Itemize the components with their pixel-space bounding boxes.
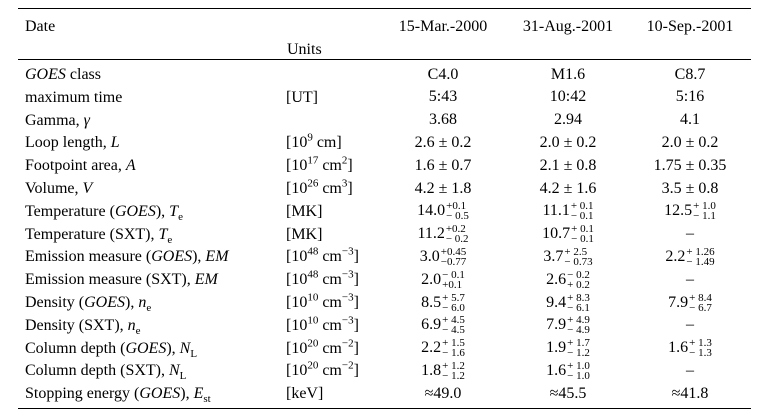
uncertainty-upper: + 8.4 [689,291,712,304]
table-row [0,382,759,405]
label-symbol: GOES [84,294,125,311]
row-label [25,247,229,267]
uncertainty-upper: +0.2 [445,223,466,236]
value-uncertainty [442,270,465,290]
value-main: C8.7 [674,65,706,83]
unit-text: cm [318,180,342,197]
label-text: ), [180,385,194,403]
uncertainty-lower: − 4.9 [567,324,590,337]
uncertainty-lower: − 0.1 [571,233,594,246]
value-cell [503,314,633,337]
uncertainty-lower: − 1.3 [689,347,712,360]
unit-text: [10 [286,248,308,266]
uncertainty-upper: + 1.26 [686,245,715,258]
value-cell [503,291,633,314]
value-main: 1.8 [421,361,442,379]
value-cell [378,268,508,291]
value-cell [503,200,633,223]
value-main: 1.9 [546,339,567,357]
value-cell [625,245,755,268]
value-main: 14.0 [417,202,446,220]
table-row [0,337,759,360]
value-cell [503,109,633,132]
label-subscript: e [135,324,141,337]
unit-text: [10 [286,180,308,197]
value-cell [625,268,755,291]
label-text: Column depth ( [25,339,126,357]
value-uncertainty [567,293,590,313]
label-text: class [65,66,101,83]
uncertainty-upper: + 1.5 [442,337,465,350]
table-row [0,223,759,246]
uncertainty-upper: +0.45 [440,245,467,258]
label-text: Density (SXT), [25,316,128,334]
value-main: 1.6 [546,361,567,379]
value-uncertainty [564,247,592,267]
value-main: 3.5 ± 0.8 [661,179,719,197]
label-text: maximum time [25,88,123,106]
value-cell [378,177,508,200]
uncertainty-upper: + 2.5 [564,245,588,258]
value-uncertainty [567,338,590,358]
value-cell [378,131,508,154]
value-main: 3.68 [429,111,457,129]
value-main: 1.6 [668,339,689,357]
label-text: ), [125,294,139,311]
row-unit [286,179,353,199]
value-cell [378,223,508,246]
row-unit: [MK] [286,202,323,220]
value-cell [378,359,508,382]
value-main: 11.1 [542,202,570,220]
label-text: ), [155,202,170,220]
unit-text: ] [347,157,353,175]
value-main: 5:43 [428,88,458,106]
unit-exponent: 26 [307,177,319,190]
value-main: 12.5 [664,202,693,220]
label-symbol: L [110,134,120,152]
uncertainty-upper: − 0.2 [567,268,590,281]
uncertainty-lower: − 6.1 [567,301,590,314]
value-cell [625,63,755,86]
row-label [25,225,172,245]
label-symbol: N [169,362,180,380]
uncertainty-lower: +0.1 [442,278,463,291]
label-text: Temperature (SXT), [25,225,159,243]
unit-text: cm [318,157,342,175]
value-uncertainty [446,224,469,244]
value-main: 7.9 [668,293,689,311]
value-main: ≈45.5 [549,384,587,402]
value-main: 7.9 [546,316,567,334]
value-main: M1.6 [550,65,586,83]
unit-text: ] [353,339,359,357]
unit-text: [10 [286,316,308,334]
unit-exponent: −3 [341,314,354,327]
label-text: Footpoint area, [25,157,126,175]
label-symbol: T [158,225,168,243]
row-label [25,179,92,199]
value-main: 4.2 ± 1.6 [539,179,597,197]
unit-exponent: 20 [307,337,319,350]
value-main: 2.6 [546,270,567,288]
row-unit [286,361,359,381]
label-symbol: γ [83,111,90,129]
uncertainty-lower: − 1.2 [442,369,465,382]
unit-text: ] [353,248,359,266]
header-date-label: Date [25,18,56,35]
uncertainty-upper: + 1.7 [567,337,590,350]
label-symbol: GOES [125,339,167,357]
value-uncertainty [571,201,594,221]
row-label [25,270,218,290]
header-units-label: Units [287,41,322,58]
label-text: Emission measure (SXT), [25,271,195,289]
value-main: 8.5 [421,293,442,311]
header-date-col-1: 15-Mar.-2000 [398,18,488,35]
value-main: 11.2 [417,225,445,243]
label-symbol: n [127,316,136,334]
table-row [0,109,759,132]
row-unit [286,270,359,290]
row-unit: [keV] [286,385,324,403]
label-subscript: e [167,233,173,246]
table-row [0,177,759,200]
label-text: ), [192,248,206,266]
label-subscript: st [203,393,211,406]
value-cell [625,131,755,154]
unit-exponent: 10 [307,291,319,304]
value-cell [503,382,633,405]
label-symbol: GOES [25,66,66,83]
value-main: C4.0 [427,65,459,83]
value-cell [503,177,633,200]
value-uncertainty [689,338,712,358]
value-uncertainty [693,201,716,221]
row-label [25,133,120,153]
table-row [0,200,759,223]
unit-text: [10 [286,362,308,380]
value-cell [503,337,633,360]
value-cell [503,63,633,86]
uncertainty-lower: − 1.1 [693,210,716,223]
value-main: 9.4 [546,293,567,311]
value-cell [625,86,755,109]
uncertainty-lower: − 6.7 [689,301,712,314]
value-cell [503,245,633,268]
value-cell [625,177,755,200]
value-cell [625,109,755,132]
unit-text: ] [353,362,359,380]
value-main: 5:16 [675,88,705,106]
unit-exponent: 3 [341,177,348,190]
value-uncertainty [567,315,590,335]
unit-text: cm] [312,134,342,152]
value-uncertainty [442,338,465,358]
unit-exponent: 48 [307,246,319,259]
value-cell [378,314,508,337]
uncertainty-upper: + 4.5 [442,314,465,327]
value-cell [625,200,755,223]
row-unit [286,133,342,153]
value-main: 4.2 ± 1.8 [414,179,472,197]
unit-exponent: 2 [341,154,348,167]
label-text: Loop length, [25,134,111,152]
value-cell [378,245,508,268]
label-symbol: A [125,157,136,175]
uncertainty-upper: + 1.3 [689,337,712,350]
unit-text: [10 [286,271,308,289]
uncertainty-lower: − 1.2 [567,347,590,360]
value-cell [503,268,633,291]
unit-exponent: 48 [307,268,319,281]
label-symbol: GOES [114,202,156,220]
unit-text: ] [353,271,359,289]
unit-text: [10 [286,339,308,357]
table-row [0,268,759,291]
uncertainty-upper: + 1.0 [567,359,590,372]
label-symbol: N [179,339,191,357]
value-main: 2.1 ± 0.8 [539,156,597,174]
value-main: 2.94 [554,111,582,129]
value-cell [625,314,755,337]
value-uncertainty [567,361,590,381]
value-uncertainty [689,293,712,313]
label-subscript: e [178,210,183,223]
uncertainty-upper: +0.1 [446,200,467,213]
row-unit [286,339,359,359]
value-main: 4.1 [680,111,700,129]
value-main: ≈49.0 [424,384,462,402]
uncertainty-upper: − 0.1 [442,268,465,281]
unit-text: ] [347,180,353,197]
value-main: 2.0 [421,270,442,288]
value-main: ≈41.8 [671,384,709,402]
table-header-rule [18,59,751,60]
unit-text: cm [318,294,342,311]
value-uncertainty [442,293,465,313]
value-uncertainty [571,224,594,244]
uncertainty-lower: − 1.49 [686,255,715,268]
uncertainty-lower: − 1.0 [567,369,590,382]
row-unit [286,247,359,267]
header-date-col-2: 31-Aug.-2001 [522,18,614,35]
row-label [25,65,101,85]
uncertainty-lower: − 0.1 [570,210,594,223]
row-label [25,384,211,404]
unit-text: cm [318,339,342,357]
label-text: ), [166,339,180,357]
value-cell [503,131,633,154]
table-bottom-rule [18,408,751,409]
value-main: 6.9 [421,316,442,334]
value-main: 3.7 [543,247,564,265]
unit-exponent: −3 [341,291,354,304]
unit-exponent: 20 [307,360,319,373]
row-label [25,156,136,176]
value-uncertainty [567,270,590,290]
unit-text: ] [353,294,359,311]
value-cell [378,382,508,405]
label-symbol: V [82,180,93,197]
unit-exponent: −3 [341,246,354,259]
uncertainty-lower: −0.77 [440,255,467,268]
label-subscript: e [146,302,152,315]
header-date-col-3: 10-Sep.-2001 [646,18,734,35]
table-row [0,154,759,177]
value-main: – [686,316,694,334]
value-main: – [686,270,694,288]
unit-exponent: −3 [341,268,354,281]
value-cell [625,382,755,405]
unit-text: cm [318,316,342,334]
value-main: 2.0 ± 0.2 [661,133,719,151]
value-main: 2.0 ± 0.2 [539,133,597,151]
label-text: Volume, [25,180,83,197]
unit-exponent: 17 [307,154,319,167]
value-cell [503,86,633,109]
value-main: 1.6 ± 0.7 [414,156,472,174]
value-cell [378,337,508,360]
row-label [25,88,122,108]
value-main: – [686,361,694,379]
uncertainty-lower: − 4.5 [442,324,465,337]
label-symbol: EM [194,271,218,289]
label-text: Stopping energy ( [25,385,140,403]
uncertainty-lower: + 0.2 [567,278,590,291]
uncertainty-upper: + 0.1 [571,223,594,236]
table-row [0,245,759,268]
value-cell [378,86,508,109]
row-label [25,316,141,336]
unit-exponent: −2 [341,337,354,350]
value-cell [625,291,755,314]
value-uncertainty [442,361,465,381]
label-text: Gamma, [25,111,84,129]
row-label [25,361,186,381]
uncertainty-upper: + 4.9 [567,314,590,327]
uncertainty-upper: + 1.2 [442,359,465,372]
unit-text: [10 [286,157,308,175]
value-cell [503,223,633,246]
row-unit: [UT] [286,88,318,106]
value-main: – [686,225,694,243]
row-unit: [MK] [286,225,323,243]
value-uncertainty [446,201,469,221]
unit-text: [10 [286,294,308,311]
value-main: 2.2 [665,247,686,265]
label-symbol: GOES [151,248,193,266]
value-uncertainty [686,247,714,267]
value-uncertainty [442,315,465,335]
uncertainty-lower: − 0.73 [564,255,593,268]
value-main: 10.7 [542,225,571,243]
label-symbol: EM [205,248,229,266]
uncertainty-upper: + 0.1 [570,200,594,213]
value-cell [625,337,755,360]
uncertainty-lower: − 0.5 [446,210,469,223]
table-row [0,359,759,382]
unit-text: [10 [286,134,308,152]
row-label [25,339,197,359]
unit-exponent: 9 [307,132,313,145]
value-main: 3.0 [419,247,440,265]
uncertainty-upper: + 8.3 [567,291,590,304]
value-cell [625,223,755,246]
value-cell [625,154,755,177]
label-text: Column depth (SXT), [25,362,169,380]
unit-text: cm [318,271,342,289]
label-text: Temperature ( [25,202,115,220]
table-row [0,63,759,86]
uncertainty-lower: − 0.2 [445,233,469,246]
table-row [0,131,759,154]
value-cell [378,291,508,314]
label-symbol: n [138,294,147,311]
uncertainty-lower: − 1.6 [442,347,465,360]
unit-text: cm [318,362,342,380]
label-symbol: GOES [139,385,181,403]
row-unit [286,293,359,313]
unit-exponent: 10 [307,314,319,327]
value-uncertainty [441,247,466,267]
label-subscript: L [179,370,187,383]
value-main: 1.75 ± 0.35 [653,156,727,174]
table-top-rule [18,8,751,9]
uncertainty-lower: − 6.0 [442,301,465,314]
value-main: 2.2 [421,339,442,357]
unit-text: ] [353,316,359,334]
label-symbol: T [169,202,179,220]
table-row [0,291,759,314]
row-label [25,111,90,131]
value-main: 10:42 [549,88,587,106]
value-cell [625,359,755,382]
label-text: Emission measure ( [25,248,152,266]
row-label [25,293,151,313]
unit-exponent: −2 [341,360,354,373]
uncertainty-upper: + 1.0 [693,200,716,213]
row-unit [286,156,353,176]
row-unit [286,316,359,336]
value-cell [503,154,633,177]
label-symbol: E [193,385,204,403]
value-cell [378,109,508,132]
uncertainty-upper: + 5.7 [442,291,465,304]
value-cell [378,154,508,177]
value-cell [378,63,508,86]
value-cell [378,200,508,223]
label-text: Density ( [25,294,85,311]
value-main: 2.6 ± 0.2 [414,133,472,151]
table-row [0,314,759,337]
table-row [0,86,759,109]
value-cell [503,359,633,382]
label-subscript: L [190,347,198,360]
row-label [25,202,183,222]
unit-text: cm [318,248,342,266]
